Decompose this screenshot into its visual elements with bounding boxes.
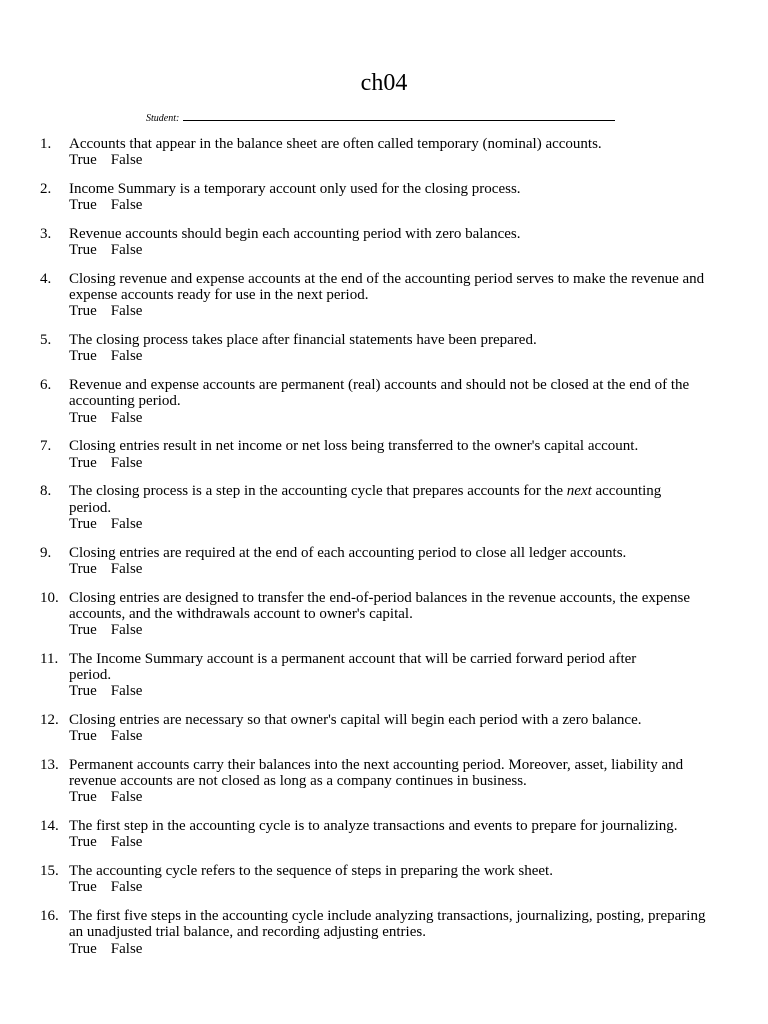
answer-options [69,941,730,957]
false-option[interactable]: False [110,152,143,169]
question-text-line-2: expense accounts ready for use in the next period. [69,287,369,304]
false-option[interactable]: False [110,409,143,426]
false-option[interactable]: False [110,197,143,214]
question-text: Accounts that appear in the balance sheet are often called temporary (nominal) accounts. [69,136,602,152]
question-text-before: The closing process is a step in the accounting cycle that prepares accounts for the [69,483,567,500]
question-number: 1. [40,136,52,152]
true-option[interactable]: True [69,515,97,532]
question-number: 6. [40,377,52,394]
question-number: 13. [40,757,59,774]
page-title: ch04 [360,70,408,96]
true-option[interactable]: True [69,348,97,365]
true-option[interactable]: True [69,242,97,259]
question-7 [0,438,768,470]
question-text: Income Summary is a temporary account only used for the closing process. [69,181,521,197]
question-16 [0,908,768,957]
question-number: 2. [40,181,52,197]
false-option[interactable]: False [110,348,143,365]
false-option[interactable]: False [110,683,143,700]
answer-options [69,197,730,213]
true-option[interactable]: True [69,152,97,169]
student-label: Student: [146,113,180,124]
false-option[interactable]: False [110,622,143,639]
false-option[interactable]: False [110,789,143,806]
question-text-emphasis: next [566,483,592,500]
false-option[interactable]: False [110,834,143,851]
question-text-line-2: period. [69,499,112,516]
question-2 [0,181,768,213]
answer-options [69,683,730,699]
question-text-line-1: The Income Summary account is a permanent account that will be carried forward period after [69,650,637,667]
question-number: 9. [40,544,52,561]
question-number: 15. [40,863,59,880]
true-option[interactable]: True [69,197,97,214]
question-text-line-1: Closing revenue and expense accounts at the end of the accounting period serves to make the revenue and [69,271,705,287]
question-3 [0,226,768,258]
false-option[interactable]: False [110,515,143,532]
false-option[interactable]: False [110,728,143,745]
answer-options [69,516,730,532]
question-text-line-1: Revenue and expense accounts are permanent (real) accounts and should not be closed at the end of the [69,377,690,394]
question-10 [0,590,768,639]
answer-options [69,728,730,744]
true-option[interactable]: True [69,454,97,471]
answer-options [69,622,730,638]
answer-options [69,242,730,258]
question-text-line-1 [69,483,730,499]
answer-options [69,348,730,364]
true-option[interactable]: True [69,560,97,577]
student-name-underline [183,110,615,121]
question-text: The accounting cycle refers to the sequence of steps in preparing the work sheet. [69,863,553,880]
question-14 [0,818,768,850]
answer-options [69,303,730,319]
answer-options [69,152,730,168]
question-1 [0,136,768,168]
question-5 [0,332,768,364]
question-list [0,136,768,969]
question-text: The closing process takes place after financial statements have been prepared. [69,332,537,349]
question-text-line-2: revenue accounts are not closed as long as a company continues in business. [69,773,527,790]
true-option[interactable]: True [69,879,97,896]
question-number: 7. [40,438,52,455]
question-text: Closing entries result in net income or net loss being transferred to the owner's capital account. [69,438,639,455]
true-option[interactable]: True [69,683,97,700]
question-number: 14. [40,818,59,835]
question-12 [0,712,768,744]
question-text: Revenue accounts should begin each accounting period with zero balances. [69,226,521,242]
question-text-after: accounting [591,483,662,500]
question-number: 8. [40,483,52,500]
answer-options [69,410,730,426]
true-option[interactable]: True [69,940,97,957]
question-number: 16. [40,908,59,925]
question-number: 4. [40,271,52,287]
answer-options [69,561,730,577]
question-15 [0,863,768,895]
question-6 [0,377,768,426]
question-4 [0,271,768,320]
question-text-line-2: accounting period. [69,393,181,410]
question-8 [0,483,768,532]
false-option[interactable]: False [110,560,143,577]
answer-options [69,455,730,471]
true-option[interactable]: True [69,728,97,745]
false-option[interactable]: False [110,242,143,259]
false-option[interactable]: False [110,454,143,471]
question-text-line-2: period. [69,667,112,684]
answer-options [69,879,730,895]
answer-options [69,834,730,850]
question-text-line-2: an unadjusted trial balance, and recording adjusting entries. [69,924,426,941]
question-text-line-1: The first five steps in the accounting cycle include analyzing transactions, journalizing, posting, preparing [69,908,706,925]
true-option[interactable]: True [69,303,97,320]
false-option[interactable]: False [110,303,143,320]
question-number: 10. [40,589,59,606]
question-13 [0,757,768,806]
true-option[interactable]: True [69,789,97,806]
question-number: 3. [40,226,52,242]
question-number: 12. [40,712,59,729]
question-9 [0,545,768,577]
question-11 [0,651,768,700]
student-name-line [146,110,615,126]
true-option[interactable]: True [69,409,97,426]
question-text: Closing entries are required at the end of each accounting period to close all ledger accounts. [69,544,627,561]
question-number: 11. [40,650,59,667]
false-option[interactable]: False [110,879,143,896]
question-number: 5. [40,332,52,349]
question-text: The first step in the accounting cycle is to analyze transactions and events to prepare for journalizing. [69,818,678,835]
question-text-line-2: accounts, and the withdrawals account to owner's capital. [69,605,413,622]
question-text: Closing entries are necessary so that owner's capital will begin each period with a zero balance. [69,712,642,729]
true-option[interactable]: True [69,834,97,851]
question-text-line-1: Closing entries are designed to transfer the end-of-period balances in the revenue accounts, the expense [69,589,691,606]
false-option[interactable]: False [110,940,143,957]
question-text-line-1: Permanent accounts carry their balances into the next accounting period. Moreover, asset, liability and [69,757,684,774]
answer-options [69,789,730,805]
true-option[interactable]: True [69,622,97,639]
